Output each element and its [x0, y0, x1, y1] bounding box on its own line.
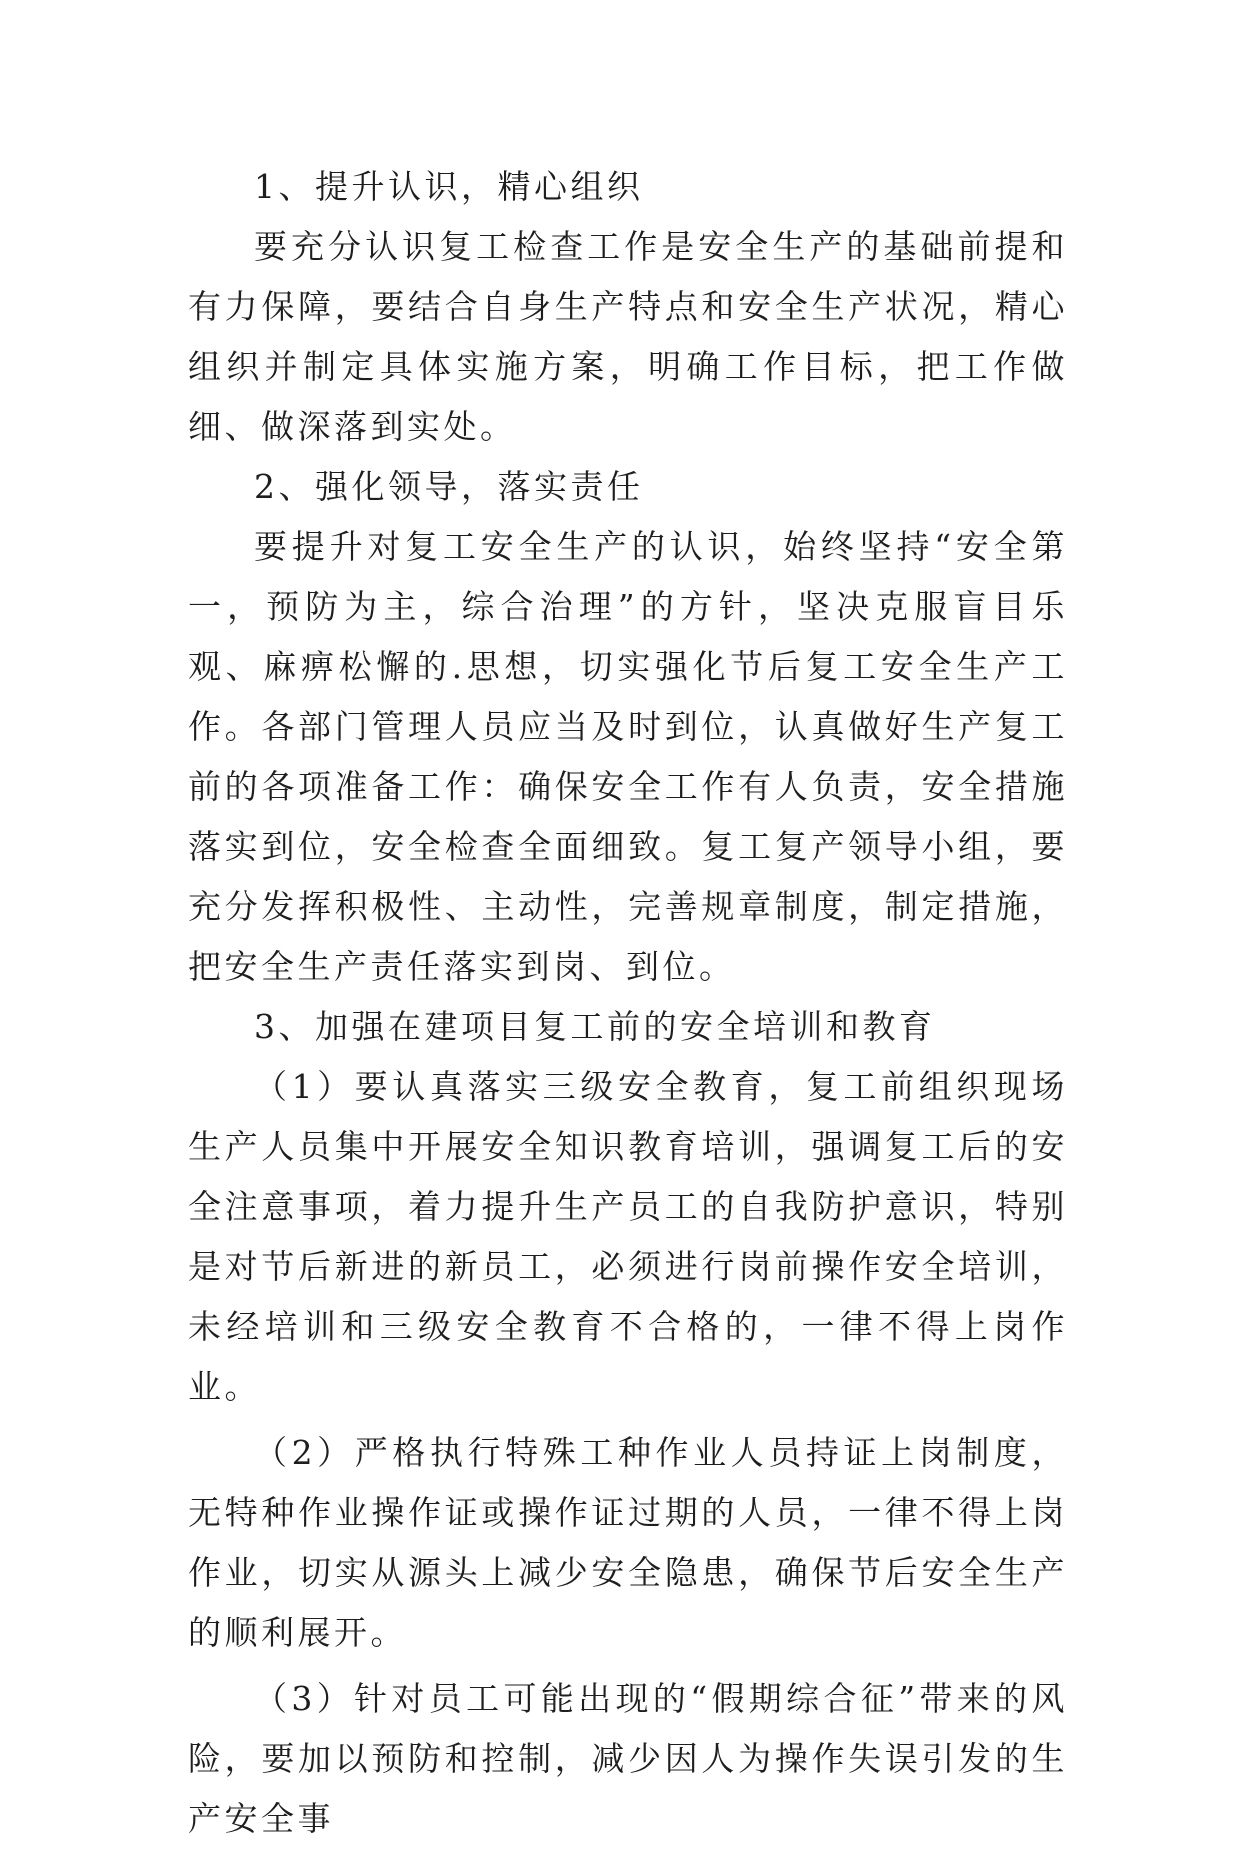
paragraph-1: 要充分认识复工检查工作是安全生产的基础前提和有力保障，要结合自身生产特点和安全生产状况，精心组织并制定具体实施方案，明确工作目标，把工作做细、做深落到实处。 [188, 227, 1068, 446]
document-body [188, 157, 1068, 1849]
section-heading-1: 1、提升认识，精心组织 [254, 167, 644, 206]
section-heading-2: 2、强化领导，落实责任 [254, 467, 644, 506]
paragraph-3: （1）要认真落实三级安全教育，复工前组织现场生产人员集中开展安全知识教育培训，强调复工后的安全注意事项，着力提升生产员工的自我防护意识，特别是对节后新进的新员工，必须进行岗前操作安全培训，未经培训和三级安全教育不合格的，一律不得上岗作业。 [188, 1067, 1068, 1406]
paragraph-5: （3）针对员工可能出现的“假期综合征”带来的风险，要加以预防和控制，减少因人为操作失误引发的生产安全事 [188, 1679, 1068, 1838]
paragraph-4: （2）严格执行特殊工种作业人员持证上岗制度，无特种作业操作证或操作证过期的人员，一律不得上岗作业，切实从源头上减少安全隐患，确保节后安全生产的顺利展开。 [188, 1433, 1068, 1652]
paragraph-2: 要提升对复工安全生产的认识，始终坚持“安全第一，预防为主，综合治理”的方针，坚决克服盲目乐观、麻痹松懈的.思想，切实强化节后复工安全生产工作。各部门管理人员应当及时到位，认真做好生产复工前的各项准备工作：确保安全工作有人负责，安全措施落实到位，安全检查全面细致。复工复产领导小组，要充分发挥积极性、主动性，完善规章制度，制定措施，把安全生产责任落实到岗、到位。 [188, 527, 1068, 986]
section-heading-3: 3、加强在建项目复工前的安全培训和教育 [254, 1007, 936, 1046]
